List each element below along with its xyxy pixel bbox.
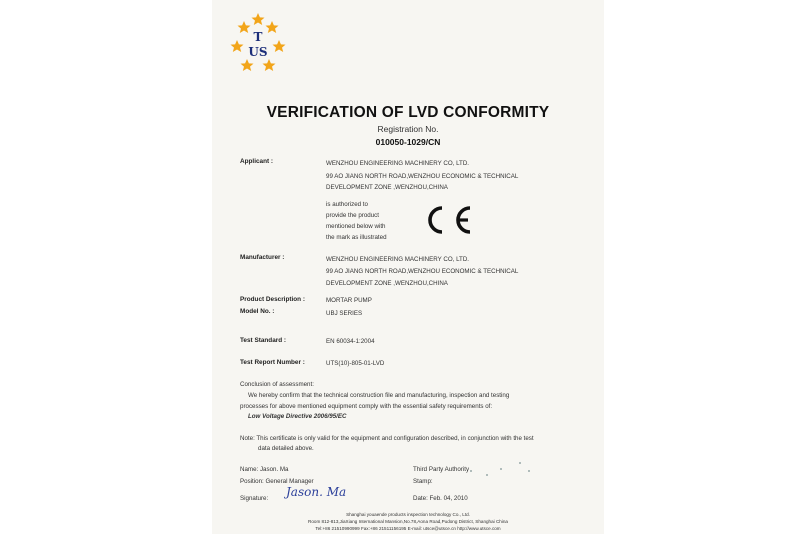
footer-address: Room 812-813,JiaXiang International Mansion,No.78,Aona Road,Pudong District, Shanghai China (308, 519, 508, 524)
stamp-mark (500, 468, 502, 470)
applicant-line: 99 AO JIANG NORTH ROAD,WENZHOU ECONOMIC & TECHNICAL (326, 173, 519, 180)
ce-mark-icon (420, 200, 474, 240)
signer-name: Name: Jason. Ma (240, 466, 289, 473)
signer-position: Position: General Manager (240, 478, 314, 485)
note-line: Note: This certificate is only valid for the equipment and configuration described, in conjunction with the test (240, 435, 534, 442)
manufacturer-line: DEVELOPMENT ZONE ,WENZHOU,CHINA (326, 280, 448, 287)
logo-star (238, 21, 251, 33)
third-party-authority: Third Party Authority (413, 466, 470, 473)
stamp-mark (519, 462, 521, 464)
footer-contact: Tel:+86 21510990999 Fax:+86 21511156195 E-mail: utsce@utsce.cn http://www.utsce.com (315, 526, 501, 531)
test-standard-label: Test Standard : (240, 337, 287, 344)
registration-label: Registration No. (377, 124, 439, 134)
logo-letters-us: US (248, 45, 268, 59)
logo-star (273, 40, 286, 52)
authorization-line: mentioned below with (326, 223, 386, 230)
authorization-line: the mark as illustrated (326, 234, 387, 241)
logo-star (263, 59, 276, 71)
authorization-line: provide the product (326, 212, 379, 219)
footer-company: Shanghai youaende products inspection technology Co., Ltd. (346, 512, 470, 517)
logo-star (266, 21, 279, 33)
stamp-label: Stamp: (413, 478, 433, 485)
signature-label: Signature: (240, 495, 269, 502)
model-label: Model No. : (240, 308, 275, 315)
product-description-value: MORTAR PUMP (326, 297, 372, 304)
uts-logo (226, 8, 290, 74)
logo-star (252, 13, 265, 25)
test-report-value: UTS(10)-805-01-LVD (326, 360, 385, 367)
registration-number: 010050-1029/CN (375, 137, 441, 147)
conclusion-label: Conclusion of assessment: (240, 381, 314, 388)
stamp-mark (486, 474, 488, 476)
logo-star (231, 40, 244, 52)
product-description-label: Product Description : (240, 296, 305, 303)
stamp-mark (528, 470, 530, 472)
authorization-line: is authorized to (326, 201, 368, 208)
certificate-date: Date: Feb. 04, 2010 (413, 495, 468, 502)
stamp-mark (470, 470, 472, 472)
directive: Low Voltage Directive 2006/95/EC (248, 413, 347, 420)
manufacturer-label: Manufacturer : (240, 254, 285, 261)
certificate-page (212, 0, 604, 534)
test-standard-value: EN 60034-1:2004 (326, 338, 375, 345)
manufacturer-line: 99 AO JIANG NORTH ROAD,WENZHOU ECONOMIC & TECHNICAL (326, 268, 519, 275)
test-report-label: Test Report Number : (240, 359, 305, 366)
manufacturer-line: WENZHOU ENGINEERING MACHINERY CO, LTD. (326, 256, 470, 263)
logo-letter-t: T (253, 30, 263, 44)
conclusion-line: We hereby confirm that the technical construction file and manufacturing, inspection and testing (248, 392, 510, 399)
conclusion-line: processes for above mentioned equipment comply with the essential safety requirements of: (240, 403, 493, 410)
applicant-label: Applicant : (240, 158, 274, 165)
applicant-line: DEVELOPMENT ZONE ,WENZHOU,CHINA (326, 184, 448, 191)
certificate-title: VERIFICATION OF LVD CONFORMITY (266, 104, 550, 121)
logo-star (241, 59, 254, 71)
model-value: UBJ SERIES (326, 310, 363, 317)
signature: Jason. Ma (286, 485, 347, 499)
note-line: data detailed above. (258, 445, 314, 452)
applicant-line: WENZHOU ENGINEERING MACHINERY CO, LTD. (326, 160, 470, 167)
